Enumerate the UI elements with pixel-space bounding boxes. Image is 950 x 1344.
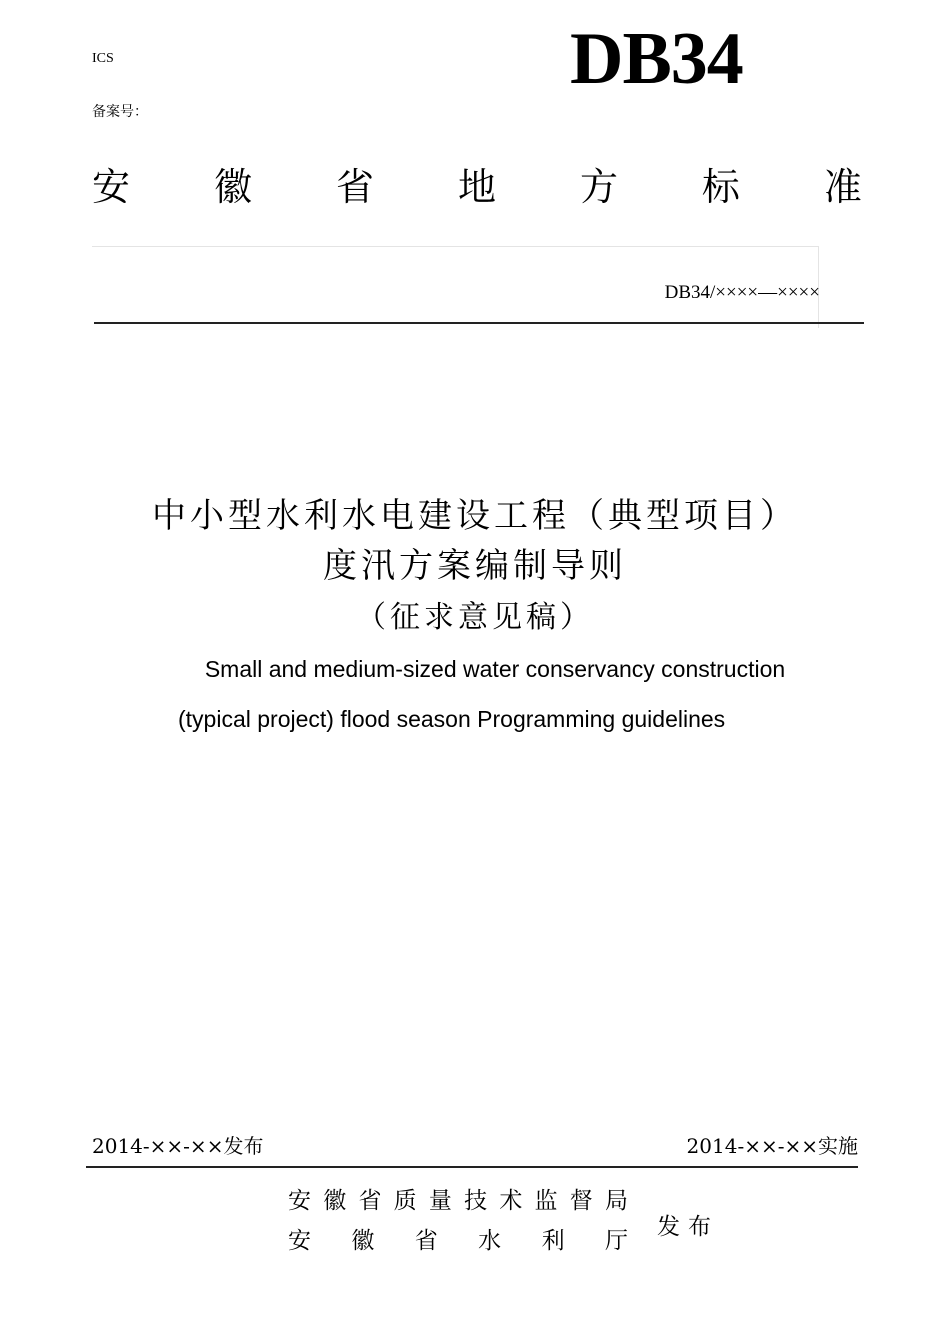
issuer-char: 徽 <box>351 1228 375 1254</box>
title-char: 方 <box>579 165 618 209</box>
issuer-char: 监 <box>534 1188 558 1214</box>
document-title-line1: 中小型水利水电建设工程（典型项目） <box>152 496 798 536</box>
issuer-char: 省 <box>358 1188 382 1214</box>
issuer-water-resources-dept <box>288 1230 628 1253</box>
issuer-char: 量 <box>428 1188 452 1214</box>
issuer-char: 徽 <box>323 1188 347 1214</box>
title-char: 准 <box>823 165 862 209</box>
title-char: 省 <box>335 165 374 209</box>
document-title-line2: 度汛方案编制导则 <box>323 546 627 586</box>
english-title-line1: Small and medium-sized water conservancy construction <box>204 656 786 682</box>
title-char: 标 <box>701 165 740 209</box>
ics-label: ICS <box>92 51 114 66</box>
issuer-char: 省 <box>414 1228 438 1254</box>
english-title-line2: (typical project) flood season Programming guidelines <box>178 706 726 732</box>
issuer-char: 技 <box>464 1188 488 1214</box>
title-char: 地 <box>457 165 496 209</box>
issuer-char: 安 <box>288 1228 311 1254</box>
issuer-char: 质 <box>393 1188 417 1214</box>
issuer-char: 安 <box>288 1188 311 1214</box>
draft-status: （征求意见稿） <box>356 600 594 635</box>
issuer-char: 局 <box>604 1188 628 1214</box>
title-char: 徽 <box>213 165 252 209</box>
record-number-label: 备案号： <box>92 104 148 120</box>
footer-divider <box>86 1166 858 1168</box>
issuer-quality-bureau <box>288 1190 628 1213</box>
issuer-char: 水 <box>478 1228 502 1254</box>
issuer-char: 厅 <box>604 1228 628 1254</box>
implement-date: 2014-××-××实施 <box>686 1134 858 1158</box>
frame-line-top <box>92 246 819 247</box>
standard-logo: DB34 <box>570 18 743 100</box>
header-divider <box>94 322 864 324</box>
standard-type-title <box>92 165 862 209</box>
title-char: 安 <box>92 165 131 209</box>
issuer-char: 督 <box>569 1188 593 1214</box>
publish-date: 2014-××-××发布 <box>92 1134 264 1158</box>
issuer-char: 术 <box>499 1188 523 1214</box>
standard-number: DB34/××××—×××× <box>664 282 820 303</box>
issue-label: 发布 <box>657 1214 719 1240</box>
issuer-char: 利 <box>541 1228 565 1254</box>
